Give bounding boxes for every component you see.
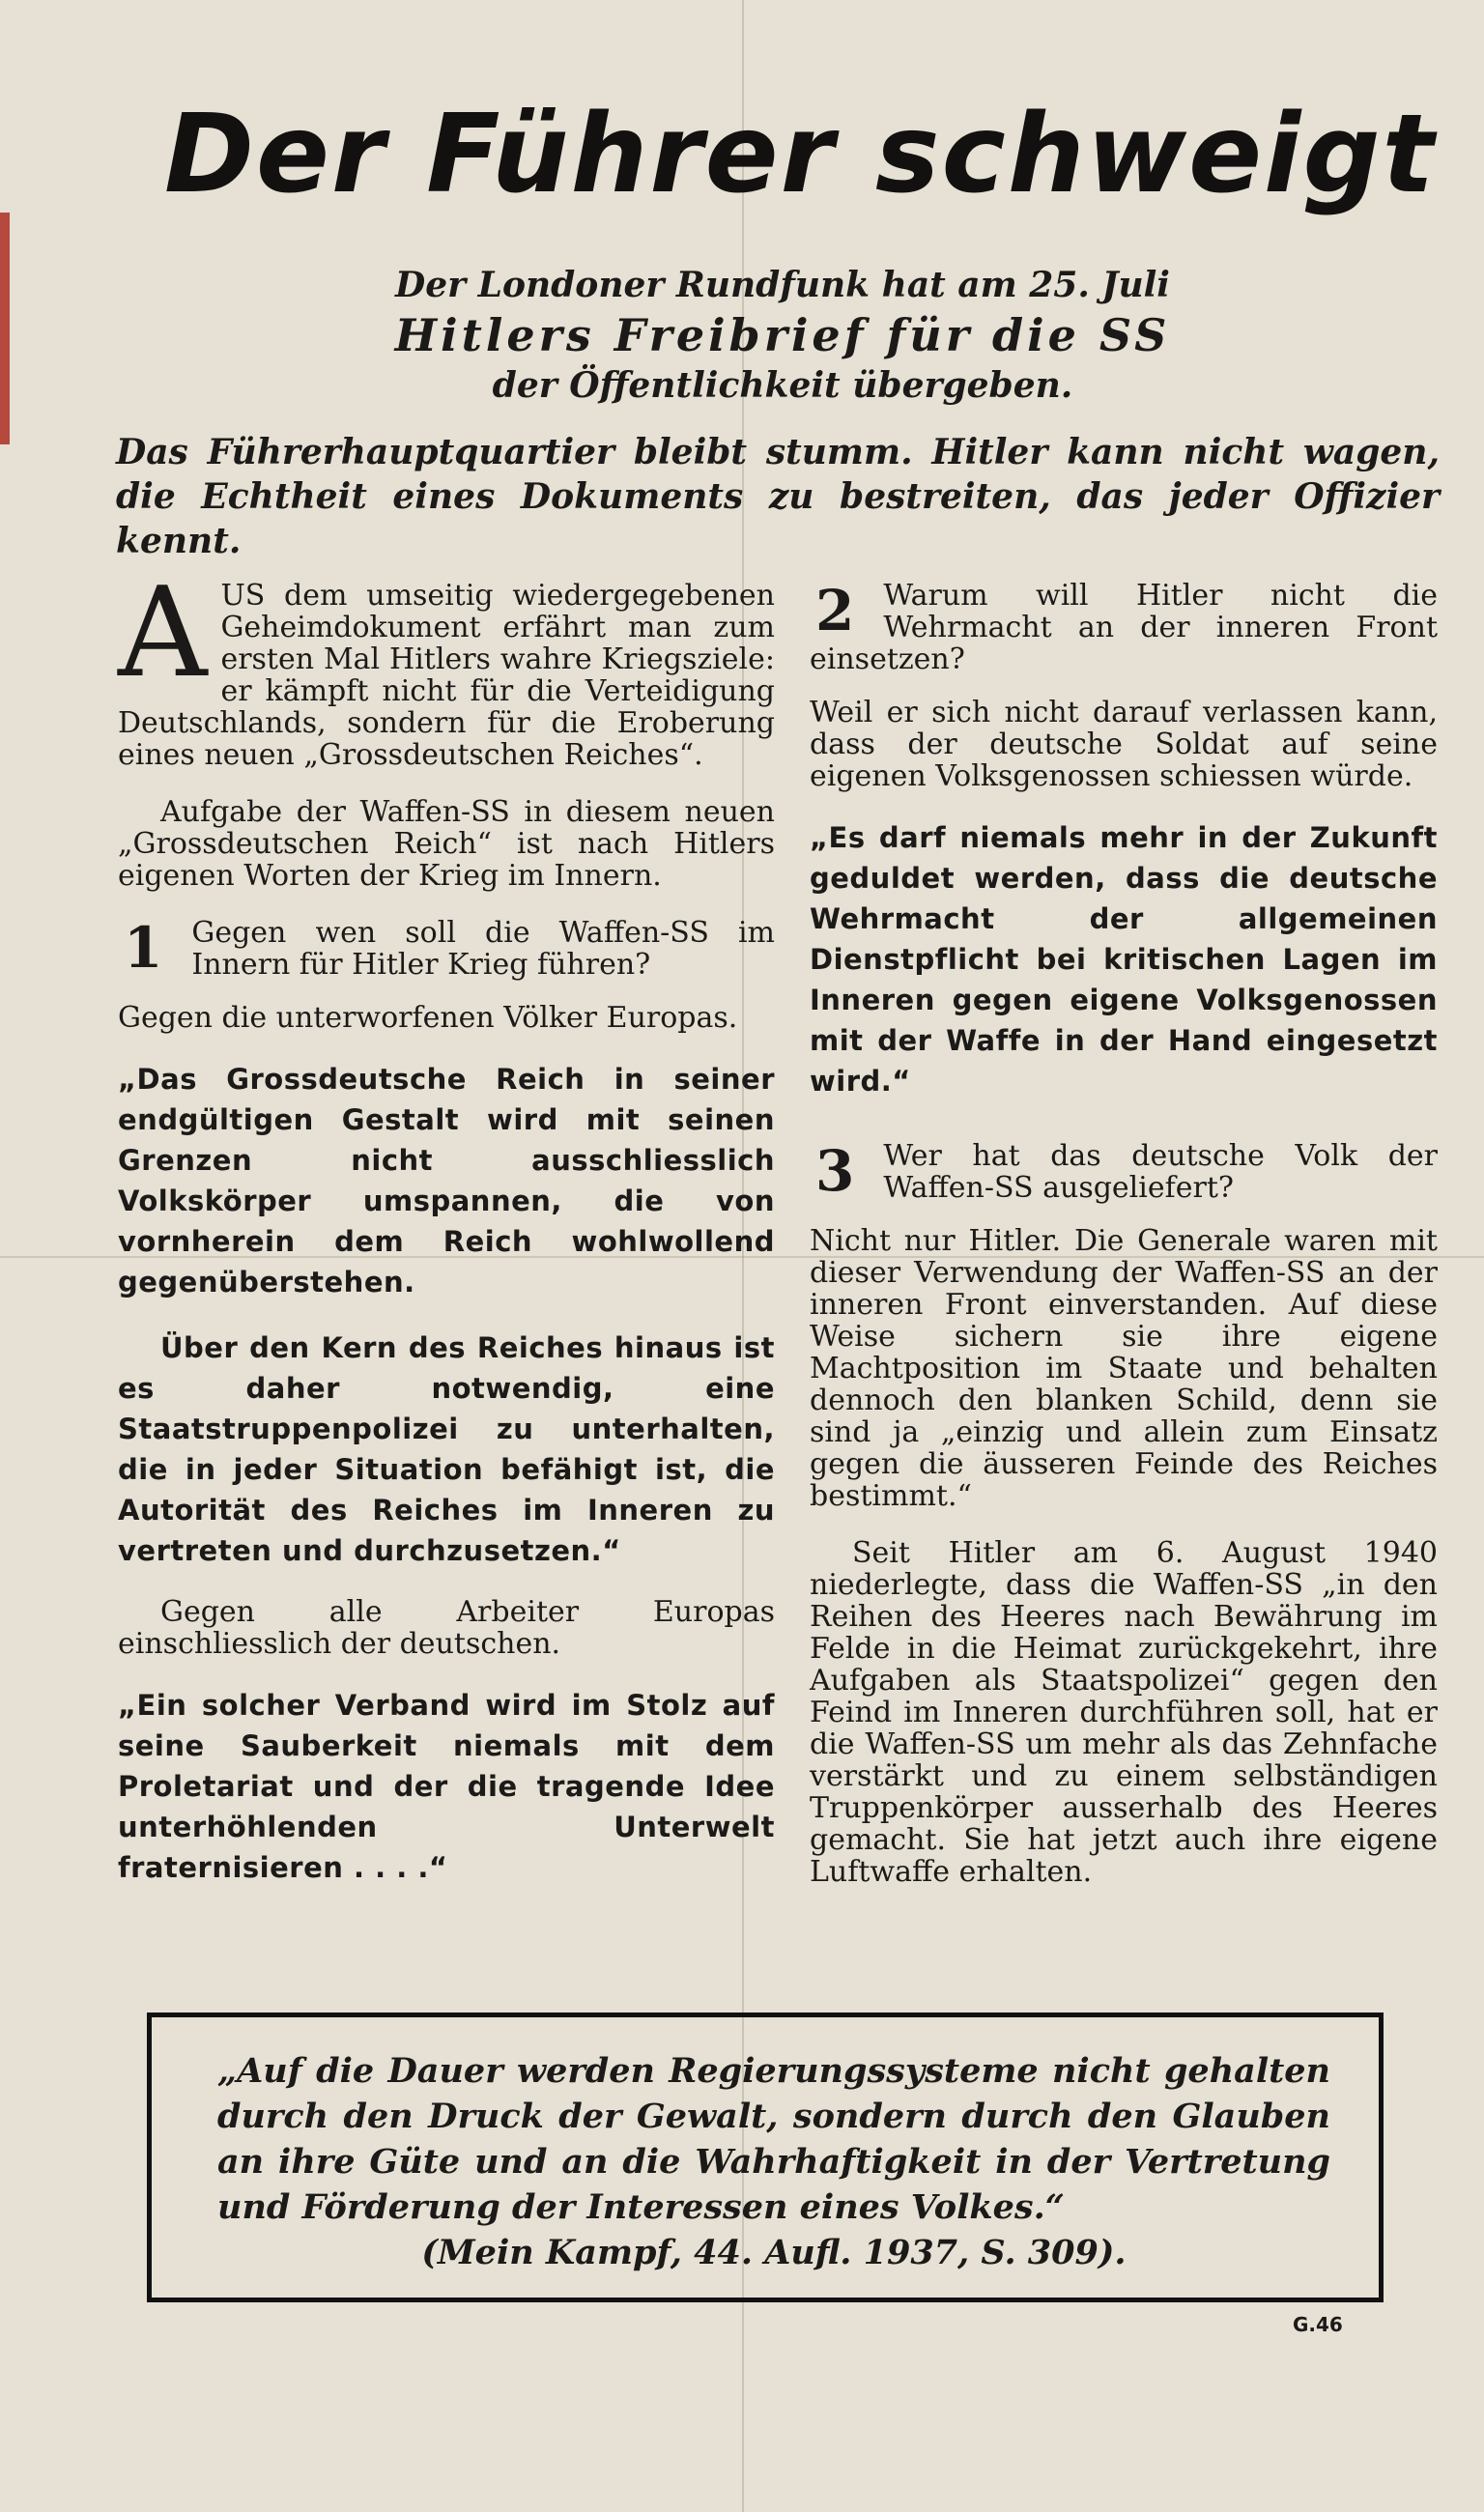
subtitle-line-2: Hitlers Freibrief für die SS: [394, 309, 1171, 361]
box-citation: (Mein Kampf, 44. Aufl. 1937, S. 309).: [421, 2233, 1127, 2272]
intro-text: US dem umseitig wiedergegebenen Geheimdokument erfährt man zum ersten Mal Hitlers wahre Kriegsziele: er kämpft nicht für die Verteidigung Deutschlands, sondern für die Eroberung eines neuen „Grossdeutschen Reiches“.: [118, 579, 775, 772]
box-quote: „Auf die Dauer werden Regierungssysteme nicht gehalten durch den Druck der Gewalt, sondern durch den Glauben an ihre Güte und an die Wahrhaftigkeit in der Vertretung und Förderung der Interessen eines Volkes.“: [217, 2051, 1330, 2227]
page-title: Der Führer schweigt: [164, 92, 1437, 217]
answer-3: Nicht nur Hitler. Die Generale waren mit dieser Verwendung der Waffen-SS an der inneren Front einverstanden. Auf diese Weise sichern sie ihre eigene Machtposition im Staate und behalten dennoch den blanken Schild, denn sie sind ja „einzig und allein zum Einsatz gegen die äusseren Feinde des Reiches bestimmt.“: [810, 1224, 1438, 1513]
lead-paragraph: Das Führerhauptquartier bleibt stumm. Hitler kann nicht wagen, die Echtheit eines Dokuments zu bestreiten, das jeder Offizier kennt.: [116, 432, 1440, 561]
question-text-1: Gegen wen soll die Waffen-SS im Innern für Hitler Krieg führen?: [191, 917, 775, 981]
question-number-1: 1: [124, 917, 163, 981]
subtitle-block: [290, 263, 1275, 408]
closing-paragraph: Seit Hitler am 6. August 1940 niederlegte, dass die Waffen-SS „in den Reihen des Heeres nach Bewährung im Felde in die Heimat zurückgekehrt, ihre Aufgaben als Staatspolizei“ gegen den Feind im Inneren durchführen soll, hat er die Waffen-SS um mehr als das Zehnfache verstärkt und zu einem selbständigen Truppenkörper ausserhalb des Heeres gemacht. Sie hat jetzt auch ihre eigene Luftwaffe erhalten.: [810, 1536, 1438, 1889]
workers-paragraph: Gegen alle Arbeiter Europas einschliesslich der deutschen.: [118, 1595, 775, 1661]
quote-box: [147, 2012, 1384, 2302]
answer-2: Weil er sich nicht darauf verlassen kann, dass der deutsche Soldat auf seine eigenen Volksgenossen schiessen würde.: [810, 696, 1438, 793]
question-3: [810, 1140, 1438, 1204]
subtitle-line-1: Der Londoner Rundfunk hat am 25. Juli: [395, 265, 1170, 305]
question-text-3: Wer hat das deutsche Volk der Waffen-SS ausgeliefert?: [883, 1140, 1438, 1204]
quote-4: „Es darf niemals mehr in der Zukunft geduldet werden, dass die deutsche Wehrmacht der allgemeinen Dienstpflicht bei kritischen Lagen im Inneren gegen eigene Volksgenossen mit der Waffe in der Hand eingesetzt wird.“: [810, 821, 1438, 1098]
question-text-2: Warum will Hitler nicht die Wehrmacht an der inneren Front einsetzen?: [810, 580, 1438, 675]
question-1: [118, 917, 775, 981]
quote-1: „Das Grossdeutsche Reich in seiner endgültigen Gestalt wird mit seinen Grenzen nicht ausschliesslich Volkskörper umspannen, die von vornherein dem Reich wohlwollend gegenüberstehen.: [118, 1063, 775, 1299]
question-number-3: 3: [815, 1140, 855, 1204]
red-edge-mark: [0, 213, 10, 444]
question-number-2: 2: [815, 580, 855, 643]
quote-3: „Ein solcher Verband wird im Stolz auf seine Sauberkeit niemals mit dem Proletariat und der die tragende Idee unterhöhlenden Unterwelt fraternisieren . . . .“: [118, 1689, 775, 1884]
drop-cap: A: [118, 561, 208, 705]
quote-2: Über den Kern des Reiches hinaus ist es daher notwendig, eine Staatstruppenpolizei zu unterhalten, die in jeder Situation befähigt ist, die Autorität des Reiches im Inneren zu vertreten und durchzusetzen.“: [118, 1331, 775, 1567]
answer-1: Gegen die unterworfenen Völker Europas.: [118, 1001, 738, 1035]
left-column: [118, 561, 775, 1913]
intro-paragraph: [118, 561, 775, 772]
question-2: [810, 580, 1438, 675]
task-paragraph: Aufgabe der Waffen-SS in diesem neuen „Grossdeutschen Reich“ ist nach Hitlers eigenen Worten der Krieg im Innern.: [118, 795, 775, 893]
right-column: [810, 580, 1438, 1913]
subtitle-line-3: der Öffentlichkeit übergeben.: [492, 365, 1073, 406]
print-code: G.46: [1293, 2313, 1343, 2336]
